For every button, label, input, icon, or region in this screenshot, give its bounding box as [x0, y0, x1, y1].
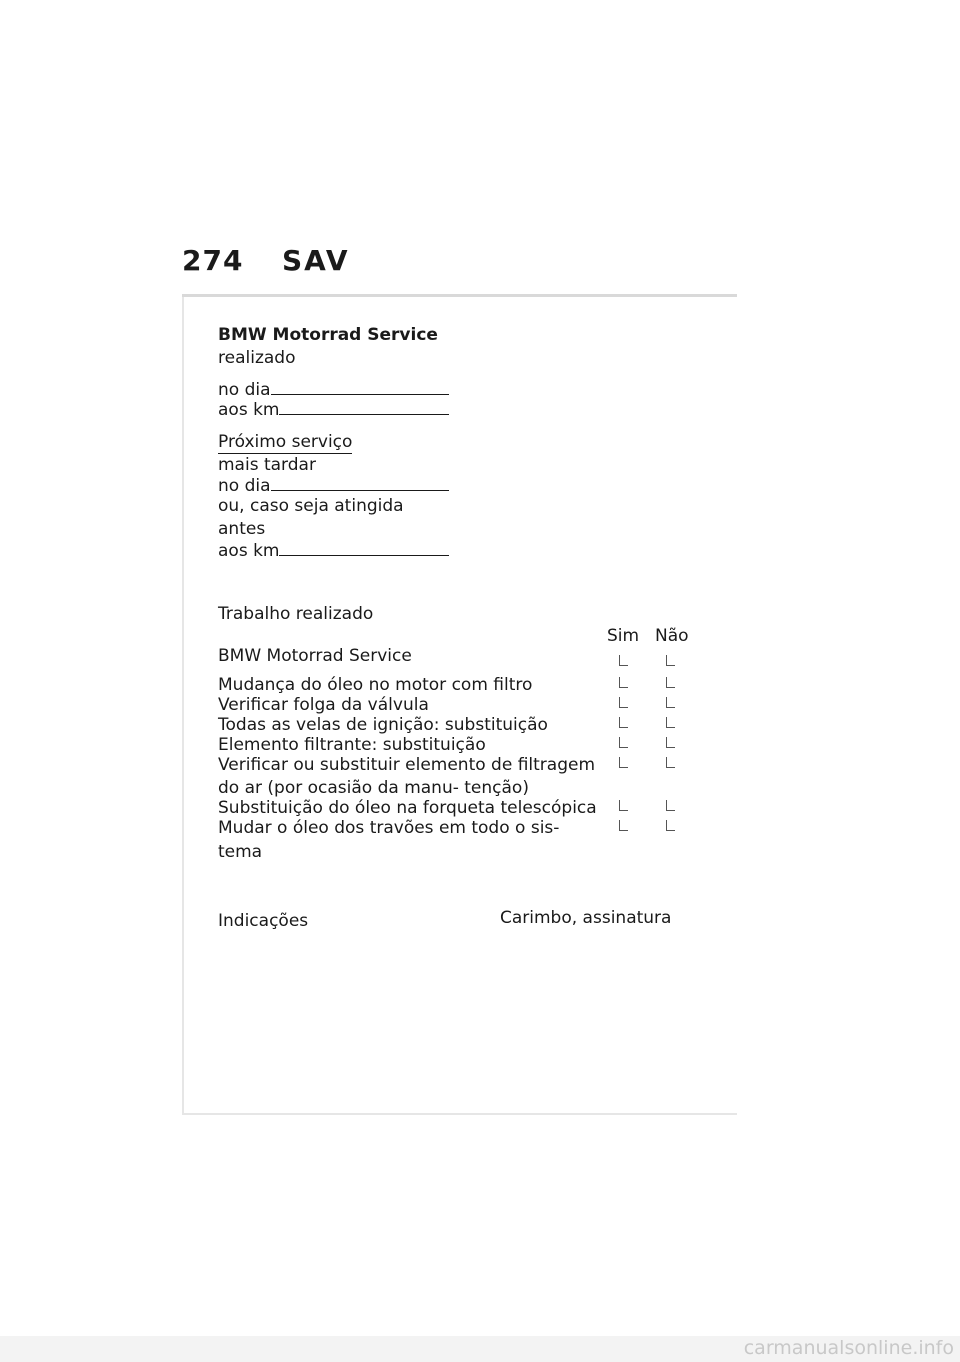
- checkbox-no[interactable]: [666, 677, 675, 688]
- next-day-label: no dia: [218, 476, 271, 496]
- checkbox-yes[interactable]: [619, 737, 628, 748]
- checkbox-no[interactable]: [666, 820, 675, 831]
- work-item: Elemento filtrante: substituição: [218, 735, 486, 755]
- checkbox-yes[interactable]: [619, 820, 628, 831]
- service-km-field: [218, 400, 449, 420]
- service-day-label: no dia: [218, 380, 271, 400]
- checkbox-no[interactable]: [666, 655, 675, 666]
- service-day-line: [271, 380, 449, 395]
- checkbox-yes[interactable]: [619, 717, 628, 728]
- service-day-field: [218, 380, 449, 400]
- checkbox-yes[interactable]: [619, 757, 628, 768]
- checkbox-no[interactable]: [666, 697, 675, 708]
- work-item: Mudar o óleo dos travões em todo o sis-: [218, 818, 560, 838]
- notes-label: Indicações: [218, 911, 309, 931]
- next-day-field: [218, 476, 449, 496]
- work-item: Mudança do óleo no motor com filtro: [218, 675, 533, 695]
- col-yes-label: Sim: [607, 626, 640, 646]
- work-item: Verificar folga da válvula: [218, 695, 429, 715]
- service-km-line: [279, 400, 449, 415]
- top-rule: [182, 294, 737, 297]
- work-title: Trabalho realizado: [218, 604, 374, 624]
- checkbox-no[interactable]: [666, 717, 675, 728]
- stamp-label: Carimbo, assinatura: [500, 908, 672, 928]
- service-done-label: realizado: [218, 348, 296, 368]
- service-title: BMW Motorrad Service: [218, 325, 438, 345]
- service-km-label: aos km: [218, 400, 280, 420]
- next-latest-label: mais tardar: [218, 455, 316, 475]
- next-before-label: antes: [218, 519, 266, 539]
- work-item: Verificar ou substituir elemento de filtragem: [218, 755, 596, 775]
- next-or-label: ou, caso seja atingida: [218, 496, 404, 516]
- next-title-text: Próximo serviço: [218, 432, 353, 452]
- next-km-line: [279, 541, 449, 556]
- next-title: [218, 432, 352, 452]
- watermark-text: carmanualsonline.info: [743, 1337, 954, 1359]
- checkbox-yes[interactable]: [619, 697, 628, 708]
- checkbox-no[interactable]: [666, 800, 675, 811]
- checkbox-yes[interactable]: [619, 677, 628, 688]
- work-item: tema: [218, 842, 263, 862]
- checkbox-no[interactable]: [666, 757, 675, 768]
- work-item: BMW Motorrad Service: [218, 646, 412, 666]
- next-day-line: [271, 476, 449, 491]
- checkbox-yes[interactable]: [619, 655, 628, 666]
- col-no-label: Não: [655, 626, 689, 646]
- work-item: Todas as velas de ignição: substituição: [218, 715, 548, 735]
- work-item: do ar (por ocasião da manu- tenção): [218, 778, 529, 798]
- next-km-field: [218, 541, 449, 561]
- bottom-rule: [182, 1113, 737, 1115]
- checkbox-yes[interactable]: [619, 800, 628, 811]
- page-number: 274: [182, 244, 244, 277]
- next-km-label: aos km: [218, 541, 280, 561]
- work-item: Substituição do óleo na forqueta telescópica: [218, 798, 597, 818]
- checkbox-no[interactable]: [666, 737, 675, 748]
- left-rule: [182, 297, 184, 1115]
- section-title: SAV: [282, 244, 350, 277]
